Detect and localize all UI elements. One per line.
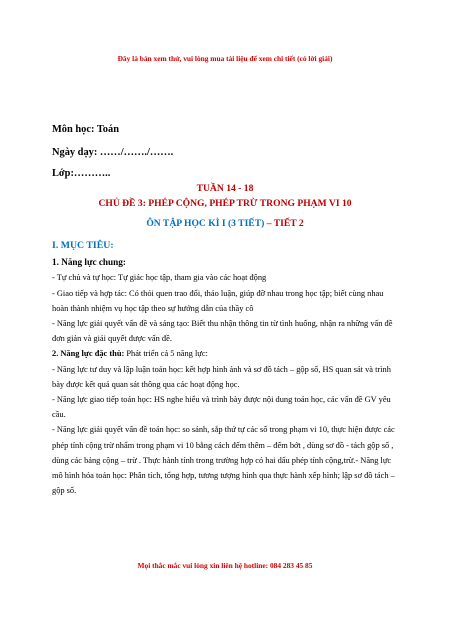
hotline-banner: Mọi thắc mắc vui lòng xin liên hệ hotline: 084 283 45 85 — [137, 561, 313, 570]
topic-heading: CHỦ ĐỀ 3: PHÉP CỘNG, PHÉP TRỪ TRONG PHẠM VI 10 — [98, 198, 352, 209]
specific-competence-intro: Phát triển cả 5 năng lực: — [124, 349, 208, 359]
general-item: - Giao tiếp và hợp tác: Có thói quen trao đổi, thảo luận, giúp đỡ nhau trong học tập; biết cùng nhau hoàn thành nhiệm vụ học tập theo sự hướng dẫn của thầy cô — [52, 288, 384, 313]
specific-competence-line — [52, 346, 398, 361]
class-line: Lớp:……….. — [52, 168, 111, 179]
subject-line: Môn học: Toán — [52, 124, 119, 135]
preview-notice-banner: Đây là bản xem thử, vui lòng mua tài liệu để xem chi tiết (có lời giải) — [117, 54, 333, 63]
week-heading: TUẦN 14 - 18 — [196, 183, 254, 194]
specific-item: - Năng lực giao tiếp toán học: HS nghe hiểu và trình bày được nội dung toán học, các vấn đề GV yêu cầu. — [52, 395, 391, 420]
general-item: - Tự chủ và tự học: Tự giác học tập, tham gia vào các hoạt động — [52, 273, 267, 283]
document-body — [52, 238, 398, 498]
general-item: - Năng lực giải quyết vấn đề và sáng tạo: Biết thu nhận thông tin từ tình huống, nhận ra những vấn đề đơn giản và giải quyết được vấn đề. — [52, 319, 393, 344]
specific-item: - Năng lực tư duy và lập luận toán học: kết hợp hình ảnh và sơ đồ tách – gộp số, HS quan sát và trình bày được kết quả quan sát thông qua các hoạt động học. — [52, 364, 391, 389]
lesson-heading — [0, 218, 450, 229]
general-competence-heading: 1. Năng lực chung: — [52, 257, 126, 268]
teach-date-line: Ngày dạy: ……/……./……. — [52, 147, 174, 158]
lesson-period: – TIẾT 2 — [264, 218, 304, 229]
specific-competence-heading: 2. Năng lực đặc thù: — [52, 349, 125, 359]
specific-item: - Năng lực giải quyết vấn đề toán học: so sánh, sắp thứ tự các số trong phạm vi 10, thực hiện được các phép tính cộng trừ nhẩm trong phạm vi 10 bằng cách đếm thêm – đếm bớt , dùng sơ đồ - tách gộp số , dùng các bảng cộng – trừ . Thực hành tính trong trường hợp có hai dấu phép tính cộng,trừ.- Năng lực mô hình hóa toán học: Phân tích, tổng hợp, tương tượng hình qua thực hành xếp hình; lập sơ đồ tách – gộp số. — [52, 425, 395, 496]
section-title: I. MỤC TIÊU: — [52, 240, 114, 251]
lesson-title: ÔN TẬP HỌC KÌ I (3 TIẾT) — [146, 218, 265, 229]
